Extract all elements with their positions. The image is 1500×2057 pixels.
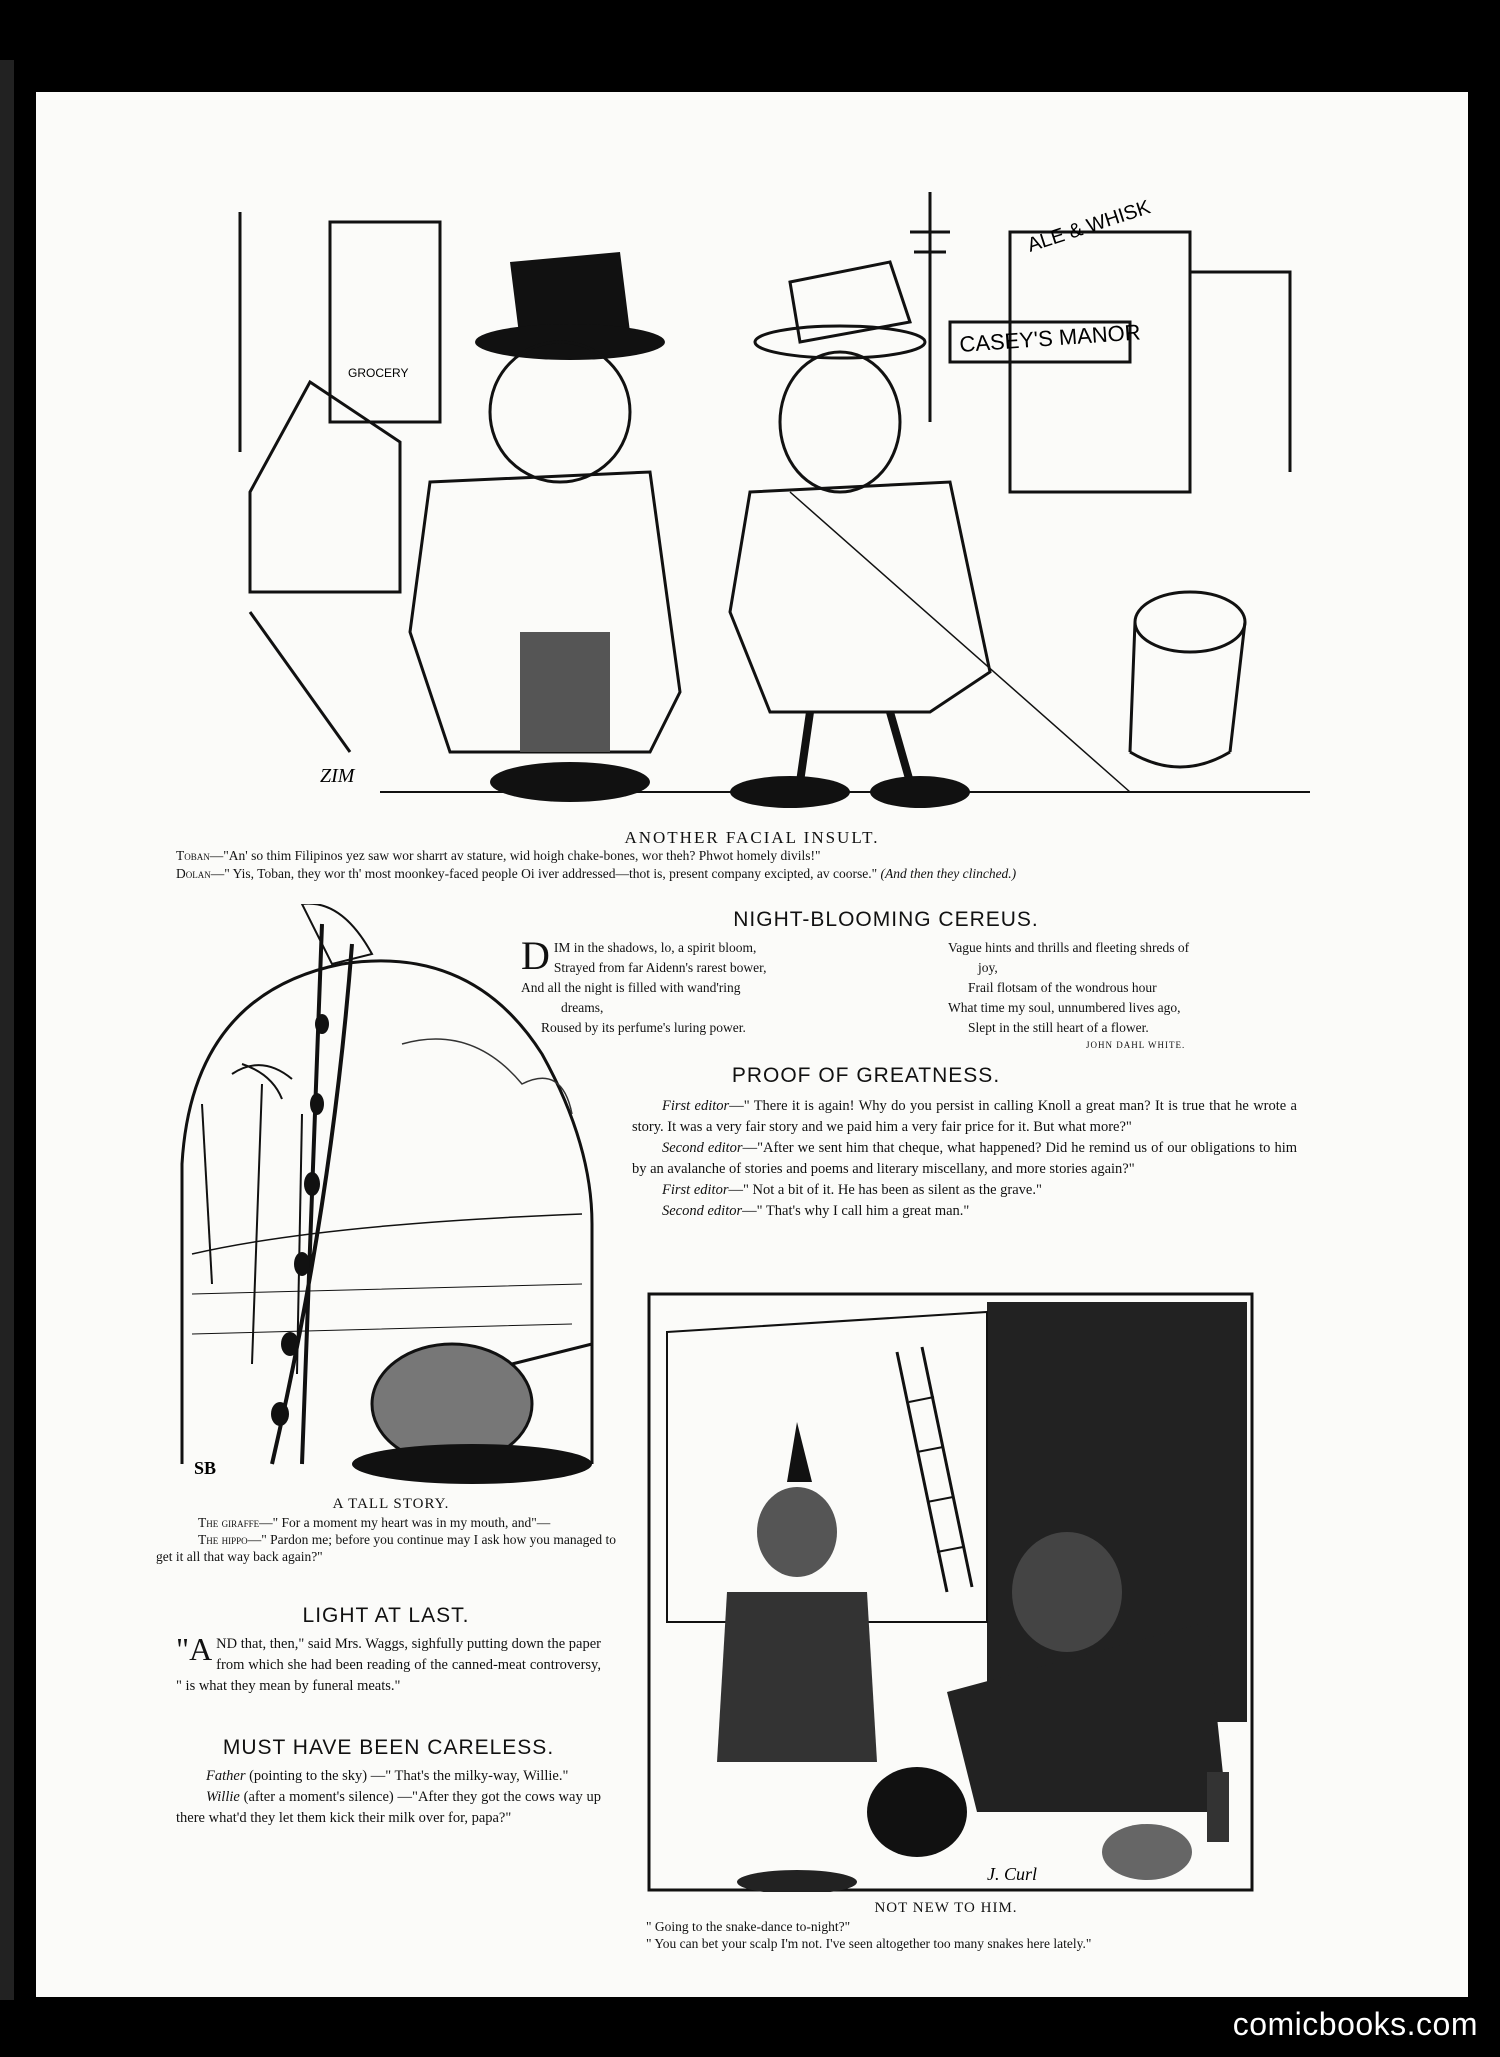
toban-figure [410,252,680,802]
careless-paragraph [176,1787,601,1829]
speaker-willie: Willie [206,1789,240,1805]
speaker-giraffe: The giraffe [198,1515,260,1530]
street-scene-drawing [230,192,1316,812]
proof-text: —" That's why I call him a great man." [742,1203,970,1219]
dolan-quote: —" Yis, Toban, they wor th' most moonkey-faced people Oi iver addressed—thot is, present company excipted, av coorse." [210,866,878,881]
giraffe-quote: —" For a moment my heart was in my mouth, and"— [259,1515,551,1530]
cereus-right-line: Vague hints and thrills and fleeting shreds of [948,940,1190,955]
palm-trees [202,1064,302,1374]
heading-proof-of-greatness: PROOF OF GREATNESS. [731,1064,1001,1087]
adobe-wall [667,1312,987,1622]
horizon-line [192,1214,582,1254]
careless-paragraph [176,1766,601,1787]
snake-line-1: " Going to the snake-dance to-night?" [646,1919,851,1934]
site-watermark: comicbooks.com [1232,2006,1478,2042]
proof-paragraph [632,1201,1297,1222]
cereus-left-line: And all the night is filled with wand'ring [521,980,741,995]
hippo-shadow [352,1444,592,1484]
snake-line-2: " You can bet your scalp I'm not. I've seen altogether too many snakes here lately." [646,1936,1092,1951]
ladder [897,1347,972,1592]
hippo-quote: —" Pardon me; before you continue may I ask how you managed to get it all that way back again?" [156,1532,616,1564]
sign-ale-whisky: ALE & WHISK [1024,196,1154,257]
proof-paragraph [632,1096,1297,1138]
cereus-right-line: joy, [978,960,998,975]
cartoon-street-illustration [230,192,1316,812]
cereus-right-line: What time my soul, unnumbered lives ago, [948,1000,1181,1015]
tall-story-dialogue [156,1514,616,1565]
heading-night-blooming-cereus: NIGHT-BLOOMING CEREUS. [733,908,1039,931]
proof-body [632,1096,1297,1222]
giraffe-head [302,904,372,964]
figure-left [717,1422,877,1762]
proof-text: —" There it is again! Why do you persist in calling Knoll a great man? It is true that he wrote a story. It was a very fair story and we paid him a very fair price for it. But what more?" [632,1098,1297,1135]
caption-toban-line [176,847,1356,864]
magazine-page [36,92,1468,1997]
speaker-father: Father [206,1768,246,1784]
caption-dolan-line [176,865,1376,882]
proof-speaker: First editor [662,1182,729,1198]
dolan-aside: (And then they clinched.) [880,866,1017,881]
caption-not-new-to-him: NOT NEW TO HIM. [874,1900,1018,1916]
cereus-author: JOHN DAHL WHITE. [1086,1040,1186,1050]
light-dropcap: "A [176,1631,213,1667]
artist-signature-curl: J. Curl [987,1864,1038,1884]
light-text: ND that, then," said Mrs. Waggs, sighfully putting down the paper from which she had been reading of the canned-meat controversy, " is what they mean by funeral meats." [176,1636,601,1694]
cereus-left-line: IM in the shadows, lo, a spirit bloom, [553,940,757,955]
heading-light-at-last: LIGHT AT LAST. [302,1604,470,1627]
bottle [1207,1772,1229,1842]
speaker-hippo: The hippo [198,1532,248,1547]
giraffe-drawing [172,904,602,1484]
cereus-right-line: Slept in the still heart of a flower. [968,1020,1149,1035]
proof-speaker: First editor [662,1098,730,1114]
cereus-right-line: Frail flotsam of the wondrous hour [968,980,1157,995]
willie-text: (after a moment's silence) —"After they got the cows way up there what'd they let them kick their milk over for, papa?" [176,1789,602,1826]
cereus-left-line: Strayed from far Aidenn's rarest bower, [553,960,767,975]
sign-caseys-manor: CASEY'S MANOR [958,319,1142,357]
sign-grocery: GROCERY [348,366,409,380]
snake-dialogue [646,1918,1286,1952]
cereus-left-line: dreams, [561,1000,604,1015]
proof-text: —" Not a bit of it. He has been as silent as the grave." [728,1182,1042,1198]
cloud [402,1039,572,1114]
toban-quote: —"An' so thim Filipinos yez saw wor sharrt av stature, wid hoigh chake-bones, wor theh? Phwot homely divils!" [209,848,821,863]
hippo-line [156,1531,616,1565]
snake-dance-illustration [647,1292,1254,1892]
artist-signature-zim: ZIM [320,765,355,787]
careless-body [176,1766,601,1829]
proof-speaker: Second editor [662,1203,743,1219]
clay-pot [867,1767,967,1857]
artist-signature-sb: SB [194,1458,217,1478]
heading-must-have-been-careless: MUST HAVE BEEN CARELESS. [222,1736,555,1759]
cereus-right-stanza [948,938,1308,1038]
left-tall-building [330,222,440,422]
book-spine [0,60,14,2000]
proof-text: —"After we sent him that cheque, what happened? Did he remind us of our obligations to him by an avalanche of stories and poems and literary miscellany, and more stories again?" [632,1140,1297,1177]
proof-speaker: Second editor [662,1140,743,1156]
giraffe-illustration [172,904,602,1484]
caption-another-facial-insult: ANOTHER FACIAL INSULT. [624,828,880,847]
giraffe-line [156,1514,616,1531]
speaker-dolan: Dolan [176,866,211,881]
left-shack [250,382,400,592]
light-at-last-body [176,1631,601,1697]
barrel [1135,592,1245,652]
basket [1102,1824,1192,1880]
cereus-dropcap: D [521,933,550,978]
proof-paragraph [632,1138,1297,1180]
proof-paragraph [632,1180,1297,1201]
pueblo-scene-drawing [647,1292,1254,1892]
speaker-toban: Toban [176,848,210,863]
caption-a-tall-story: A TALL STORY. [332,1496,450,1512]
father-text: (pointing to the sky) —" That's the milky-way, Willie." [249,1768,569,1784]
cereus-left-line: Roused by its perfume's luring power. [541,1020,746,1035]
